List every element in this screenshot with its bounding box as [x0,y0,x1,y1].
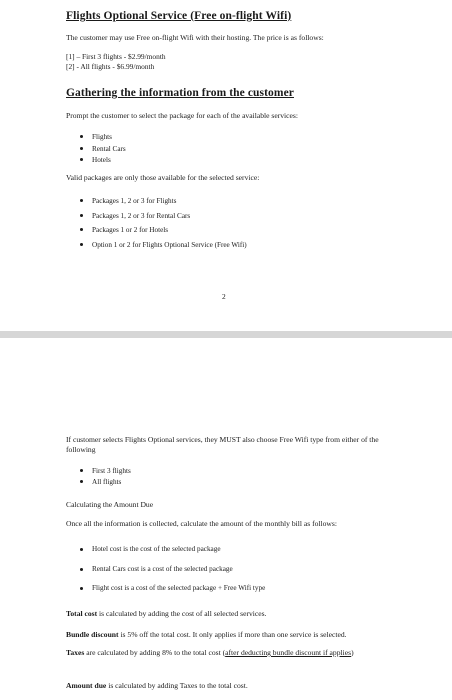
cost-rules-list [66,540,265,599]
price-option: [1] – First 3 flights - $2.99/month [66,52,166,61]
list-item: Option 1 or 2 for Flights Optional Service (Free Wifi) [66,238,247,253]
bullet-icon [80,587,83,590]
amount-due-label: Amount due [66,681,107,690]
bundle-discount-paragraph: Bundle discount is 5% off the total cost. It only applies if more than one service is selected. [66,630,347,639]
list-item: Rental Cars [66,144,126,156]
list-item: Packages 1, 2 or 3 for Rental Cars [66,209,247,224]
amount-heading: Calculating the Amount Due [66,500,154,509]
bullet-icon [80,548,83,551]
bullet-icon [80,147,83,150]
price-list [66,52,166,73]
list-item: Flights [66,132,126,144]
section-title-gathering: Gathering the information from the customer [66,87,294,99]
wifi-options-list [66,466,131,488]
page-break [0,331,452,338]
bullet-icon [80,228,83,231]
valid-packages-list [66,194,247,252]
page-number: 2 [222,292,226,301]
taxes-paragraph: Taxes are calculated by adding 8% to the total cost (after deducting bundle discount if applies) [66,648,354,657]
total-cost-paragraph: Total cost is calculated by adding the cost of all selected services. [66,609,267,618]
amount-due-paragraph: Amount due is calculated by adding Taxes to the total cost. [66,681,248,690]
taxes-label: Taxes [66,648,85,657]
amount-intro-paragraph: Once all the information is collected, calculate the amount of the monthly bill as follows: [66,519,337,528]
list-item: All flights [66,477,131,488]
page-title: Flights Optional Service (Free on-flight Wifi) [66,10,292,22]
list-item: Rental Cars cost is a cost of the selected package [66,560,265,580]
valid-intro-paragraph: Valid packages are only those available for the selected service: [66,173,260,182]
prompt-paragraph: Prompt the customer to select the package for each of the available services: [66,111,298,120]
taxes-condition: after deducting bundle discount if applies [225,648,352,657]
list-item: Hotel cost is the cost of the selected package [66,540,265,560]
bullet-icon [80,158,83,161]
services-list [66,132,126,167]
list-item: First 3 flights [66,466,131,477]
price-option: [2] - All flights - $6.99/month [66,62,155,72]
list-item: Flight cost is a cost of the selected package + Free Wifi type [66,579,265,599]
bullet-icon [80,469,83,472]
bullet-icon [80,199,83,202]
bullet-icon [80,243,83,246]
total-cost-label: Total cost [66,609,98,618]
bullet-icon [80,135,83,138]
bullet-icon [80,568,83,571]
wifi-note-paragraph: If customer selects Flights Optional services, they MUST also choose Free Wifi type from either of the following [66,435,379,454]
list-item: Packages 1, 2 or 3 for Flights [66,194,247,209]
bundle-discount-label: Bundle discount [66,630,119,639]
list-item: Hotels [66,155,126,167]
bullet-icon [80,214,83,217]
intro-paragraph: The customer may use Free on-flight Wifi with their hosting. The price is as follows: [66,33,324,42]
list-item: Packages 1 or 2 for Hotels [66,223,247,238]
bullet-icon [80,480,83,483]
